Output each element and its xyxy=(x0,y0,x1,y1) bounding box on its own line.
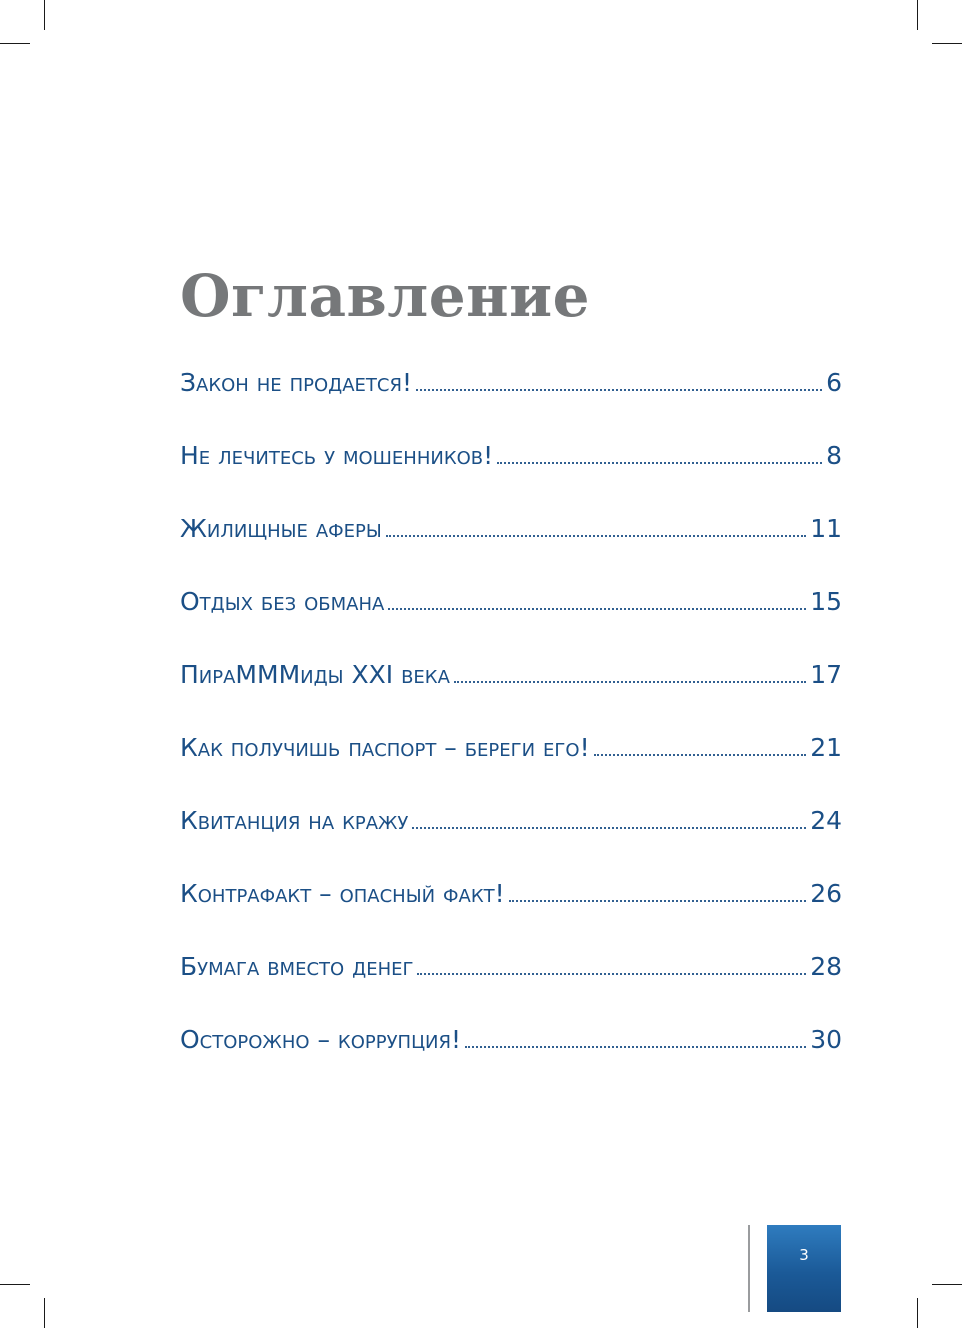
toc-entry[interactable] xyxy=(180,879,842,952)
toc-entry-page: 6 xyxy=(826,368,842,397)
table-of-contents xyxy=(180,368,842,1098)
toc-entry[interactable] xyxy=(180,952,842,1025)
toc-leader-dots xyxy=(454,680,806,683)
toc-entry-label: Квитанция на кражу xyxy=(180,806,409,835)
toc-entry-page: 26 xyxy=(810,879,842,908)
toc-entry[interactable] xyxy=(180,441,842,514)
toc-leader-dots xyxy=(386,534,806,537)
toc-entry-label: Как получишь паспорт – береги его! xyxy=(180,733,590,762)
toc-entry-page: 17 xyxy=(810,660,842,689)
toc-entry[interactable] xyxy=(180,733,842,806)
crop-mark-top-left-v xyxy=(44,0,45,30)
toc-entry[interactable] xyxy=(180,660,842,733)
crop-mark-bottom-left-v xyxy=(44,1298,45,1328)
toc-entry[interactable] xyxy=(180,368,842,441)
toc-entry-label: Жилищные аферы xyxy=(180,514,382,543)
toc-entry-label: Контрафакт – опасный факт! xyxy=(180,879,505,908)
toc-entry-page: 28 xyxy=(810,952,842,981)
toc-entry[interactable] xyxy=(180,587,842,660)
toc-entry[interactable] xyxy=(180,514,842,587)
crop-mark-bottom-right-v xyxy=(917,1298,918,1328)
toc-entry-label: Бумага вместо денег xyxy=(180,952,414,981)
toc-entry[interactable] xyxy=(180,1025,842,1098)
toc-entry-label: Закон не продается! xyxy=(180,368,413,397)
toc-entry-page: 11 xyxy=(810,514,842,543)
toc-entry-page: 21 xyxy=(810,733,842,762)
toc-entry-label: Отдых без обмана xyxy=(180,587,385,616)
toc-leader-dots xyxy=(465,1045,806,1048)
toc-entry-label: ПираМММиды XXI века xyxy=(180,660,450,689)
crop-mark-bottom-left-h xyxy=(0,1284,30,1285)
crop-mark-top-right-h xyxy=(932,43,962,44)
toc-leader-dots xyxy=(417,972,806,975)
crop-mark-bottom-right-h xyxy=(932,1284,962,1285)
toc-entry-label: Осторожно – коррупция! xyxy=(180,1025,462,1054)
toc-leader-dots xyxy=(509,899,807,902)
toc-entry[interactable] xyxy=(180,806,842,879)
toc-leader-dots xyxy=(412,826,806,829)
toc-entry-page: 24 xyxy=(810,806,842,835)
page-number-box xyxy=(767,1225,841,1312)
toc-leader-dots xyxy=(388,607,806,610)
page-title: Оглавление xyxy=(180,262,591,330)
crop-mark-top-left-h xyxy=(0,43,30,44)
page-number: 3 xyxy=(799,1246,809,1264)
toc-leader-dots xyxy=(497,461,822,464)
toc-entry-page: 8 xyxy=(826,441,842,470)
toc-leader-dots xyxy=(594,753,807,756)
toc-entry-page: 30 xyxy=(810,1025,842,1054)
page-number-divider xyxy=(748,1225,750,1312)
toc-entry-label: Не лечитесь у мошенников! xyxy=(180,441,494,470)
toc-entry-page: 15 xyxy=(810,587,842,616)
toc-leader-dots xyxy=(416,388,822,391)
crop-mark-top-right-v xyxy=(917,0,918,30)
